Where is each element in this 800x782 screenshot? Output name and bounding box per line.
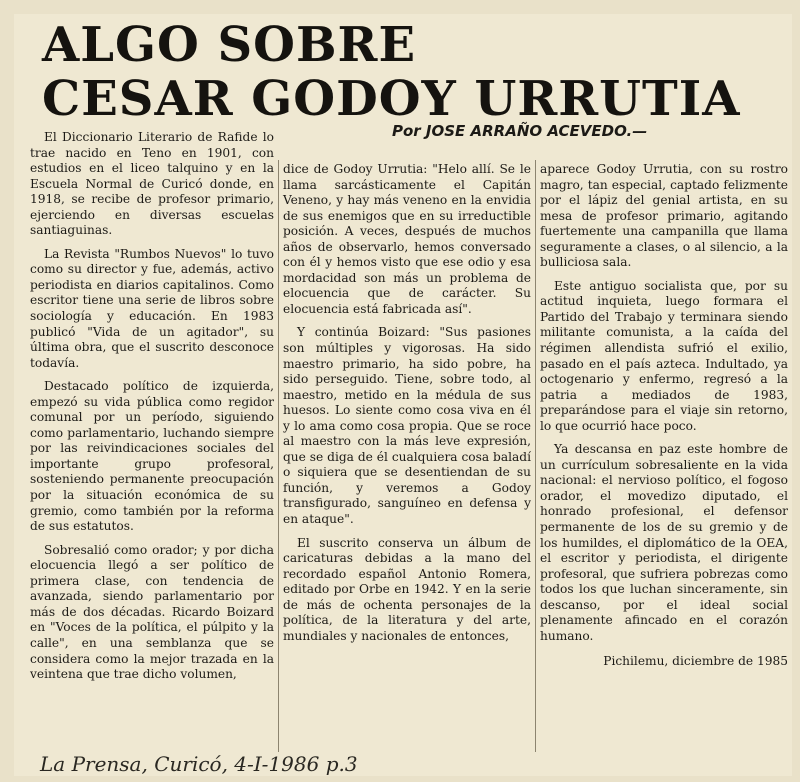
column-2: [283, 162, 531, 652]
paragraph: El Diccionario Literario de Rafide lo trae nacido en Teno en 1901, con estudios en el liceo talquino y en la Escuela Normal de Curicó donde, en 1918, se recibe de profesor primario, ejerciendo en diversas escuelas santiaguinas.: [30, 130, 274, 238]
paragraph: Este antiguo socialista que, por su actitud inquieta, luego formara el Partido del Trabajo y terminara siendo militante comunista, a la caída del régimen allendista sufrió el exilio, pasado en el país azteca. Indultado, ya octogenario y enfermo, regresó a la patria a mediados de 1983, preparándose para el viaje sin retorno, lo que ocurrió hace poco.: [540, 278, 788, 433]
dateline: Pichilemu, diciembre de 1985: [603, 654, 788, 669]
column-divider-1: [278, 160, 279, 752]
headline: [42, 18, 740, 126]
headline-line-2: CESAR GODOY URRUTIA: [42, 71, 741, 127]
column-3: [540, 162, 788, 670]
headline-line-1: ALGO SOBRE: [42, 17, 417, 73]
paragraph: Y continúa Boizard: "Sus pasiones son múltiples y vigorosas. Ha sido maestro primario, ha sido pobre, ha sido perseguido. Tiene, sobre todo, al maestro, metido en la médula de sus huesos. Lo siente como cosa viva en él y lo ama como cosa propia. Que se roce al maestro con la más leve expresión, que se diga de él cualquiera cosa baladí o siquiera que se desentiendan de su función, y veremos a Godoy transfigurado, sanguíneo en defensa y en ataque".: [283, 325, 531, 527]
paragraph: aparece Godoy Urrutia, con su rostro magro, tan especial, captado felizmente por el lápiz del genial artista, en su mesa de profesor primario, agitando fuertemente una campanilla que llama seguramente a clases, o al silencio, a la bulliciosa sala.: [540, 162, 788, 270]
handwritten-source-note: La Prensa, Curicó, 4-I-1986 p.3: [40, 752, 358, 776]
paragraph: dice de Godoy Urrutia: "Helo allí. Se le llama sarcásticamente el Capitán Veneno, y hay más veneno en la envidia de sus enemigos que en su irreductible posición. A veces, después de muchos años de observarlo, hemos conversado con él y hemos visto que ese odio y esa mordacidad son más un problema de elocuencia que de carácter. Su elocuencia está fabricada así".: [283, 162, 531, 316]
column-1: [30, 130, 274, 691]
paragraph: Ya descansa en paz este hombre de un currículum sobresaliente en la vida nacional: el nervioso político, el fogoso orador, el movedizo diputado, el honrado profesional, el defensor permanente de los de su gremio y de los humildes, el diplomático de la OEA, el escritor y periodista, el dirigente profesoral, que sufriera pobrezas como todos los que luchan sinceramente, sin descanso, por el ideal social plenamente afincado en el corazón humano.: [540, 442, 788, 643]
paragraph: La Revista "Rumbos Nuevos" lo tuvo como su director y fue, además, activo periodista en diarios capitalinos. Como escritor tiene una serie de libros sobre sociología y educación. En 1983 publicó "Vida de un agitador", su última obra, que el suscrito desconoce todavía.: [30, 246, 274, 370]
paragraph: El suscrito conserva un álbum de caricaturas debidas a la mano del recordado español Antonio Romera, editado por Orbe en 1942. Y en la serie de más de ochenta personajes de la política, de la literatura y del arte, mundiales y nacionales de entonces,: [283, 535, 531, 643]
paragraph: Sobresalió como orador; y por dicha elocuencia llegó a ser político de primera clase, con tendencia de avanzada, siendo parlamentario por más de dos décadas. Ricardo Boizard en "Voces de la política, el púlpito y la calle", en una semblanza que se considera como la mejor trazada en la veintena que trae dicho volumen,: [30, 542, 274, 682]
byline: Por JOSE ARRAÑO ACEVEDO.—: [392, 122, 648, 140]
paragraph: Destacado político de izquierda, empezó su vida pública como regidor comunal por un período, siguiendo como parlamentario, luchando siempre por las reivindicaciones sociales del importante grupo profesoral, sosteniendo permanente preocupación por la situación económica de su gremio, como también por la reforma de sus estatutos.: [30, 379, 274, 534]
column-divider-2: [535, 160, 536, 752]
